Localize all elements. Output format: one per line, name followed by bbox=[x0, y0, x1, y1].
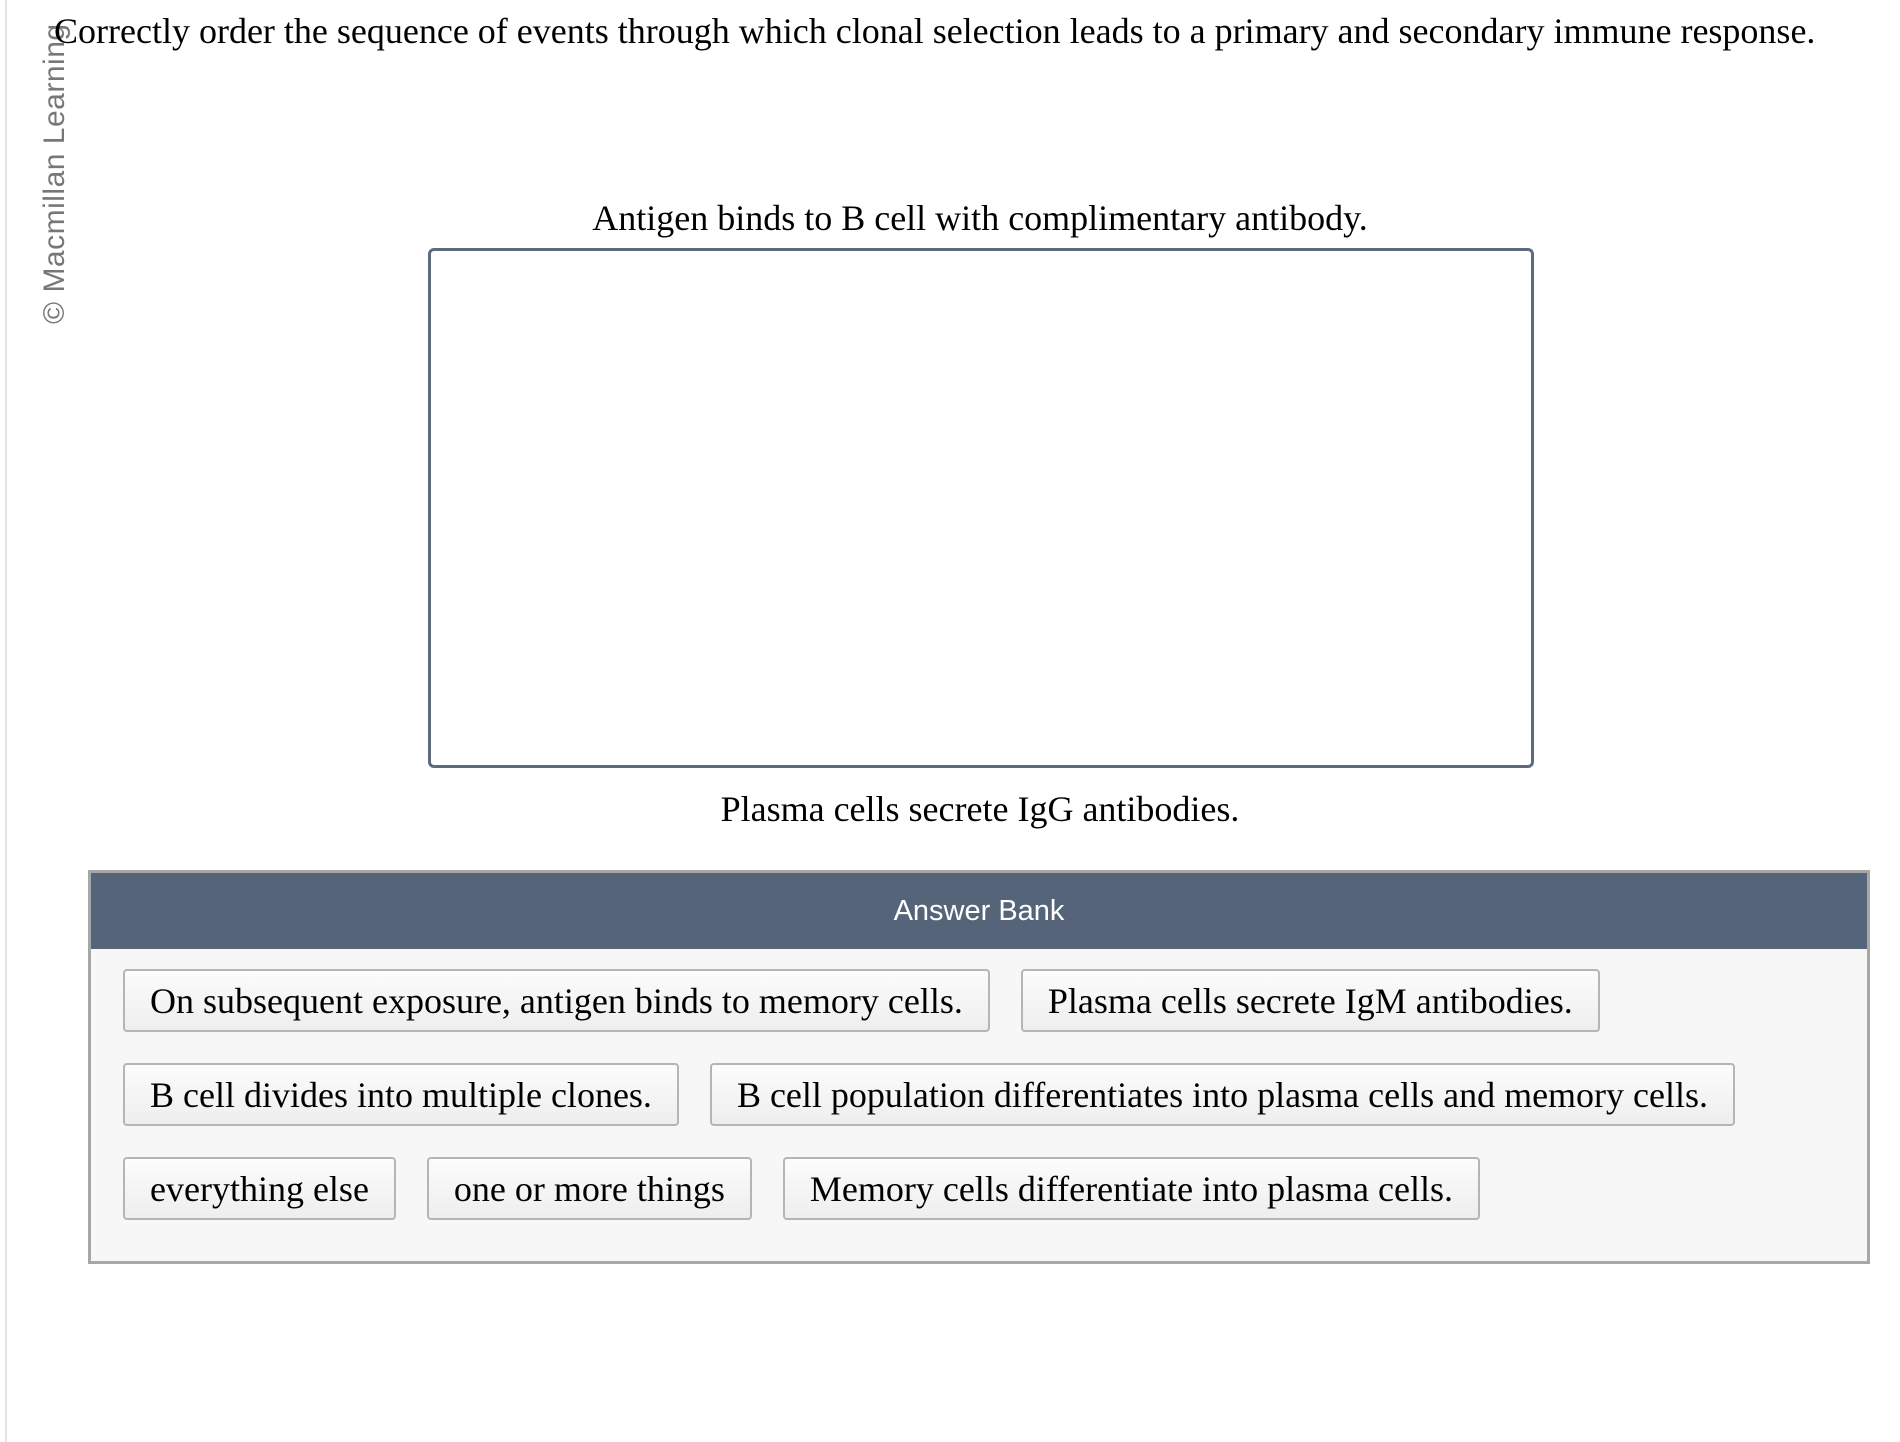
answer-chip-memory-to-plasma[interactable]: Memory cells differentiate into plasma cells. bbox=[783, 1157, 1480, 1220]
answer-bank-header bbox=[91, 873, 1867, 949]
answer-bank bbox=[88, 870, 1870, 1264]
answer-chip-memory-binding[interactable]: On subsequent exposure, antigen binds to memory cells. bbox=[123, 969, 990, 1032]
answer-bank-title: Answer Bank bbox=[893, 894, 1065, 927]
answer-chip-one-or-more[interactable]: one or more things bbox=[427, 1157, 752, 1220]
answer-chip-clonal-division[interactable]: B cell divides into multiple clones. bbox=[123, 1063, 679, 1126]
answer-bank-row bbox=[123, 969, 1867, 1032]
left-divider bbox=[5, 0, 7, 1442]
sequence-drop-zone[interactable] bbox=[428, 248, 1534, 768]
sequence-last-step: Plasma cells secrete IgG antibodies. bbox=[720, 789, 1240, 829]
answer-chip-everything-else[interactable]: everything else bbox=[123, 1157, 396, 1220]
sequence-first-step: Antigen binds to B cell with complimentary antibody. bbox=[592, 198, 1368, 238]
answer-bank-row bbox=[123, 1063, 1867, 1126]
copyright-notice: © Macmillan Learning bbox=[38, 23, 71, 324]
answer-chip-igm-secretion[interactable]: Plasma cells secrete IgM antibodies. bbox=[1021, 969, 1600, 1032]
answer-chip-differentiation[interactable]: B cell population differentiates into plasma cells and memory cells. bbox=[710, 1063, 1735, 1126]
answer-bank-row bbox=[123, 1157, 1867, 1220]
question-prompt: Correctly order the sequence of events through which clonal selection leads to a primary and secondary immune response. bbox=[54, 11, 1816, 51]
answer-bank-body bbox=[91, 949, 1867, 1220]
